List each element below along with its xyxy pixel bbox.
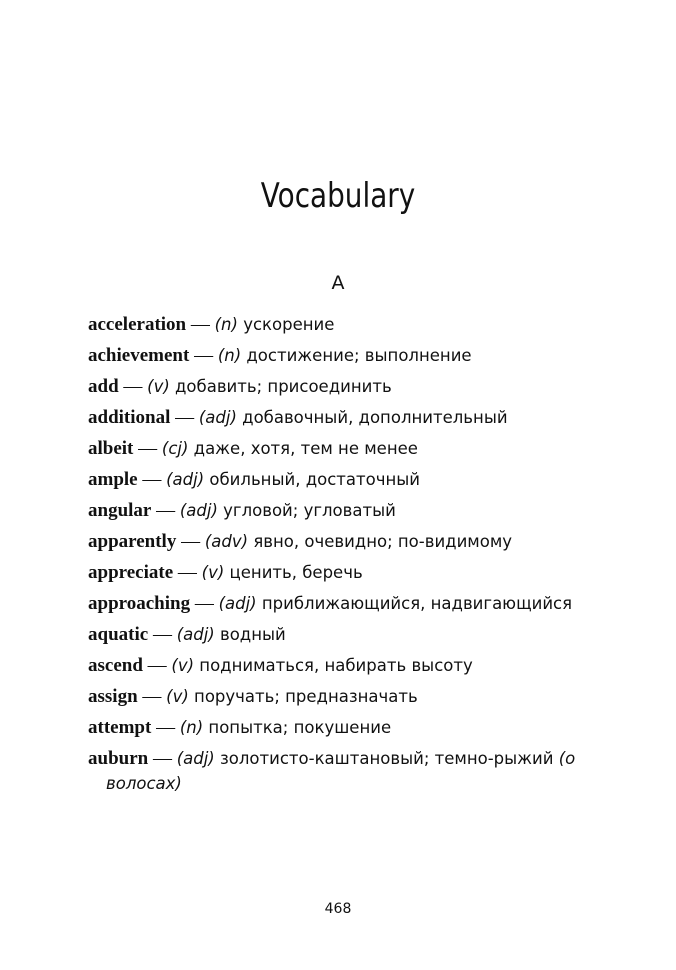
- translation: обильный, достаточный: [204, 470, 420, 489]
- part-of-speech: (v): [171, 656, 195, 675]
- headword: additional: [88, 407, 171, 428]
- dash: —: [137, 686, 167, 707]
- list-item: [88, 715, 648, 740]
- part-of-speech: (n): [214, 315, 238, 334]
- translation: достижение; выполнение: [241, 346, 472, 365]
- list-item: [88, 591, 648, 616]
- dash: —: [118, 376, 148, 397]
- headword: ample: [88, 469, 138, 490]
- headword: ascend: [88, 655, 143, 676]
- dash: —: [151, 500, 180, 521]
- dash: —: [137, 469, 167, 490]
- part-of-speech: (adj): [218, 594, 257, 613]
- translation: явно, очевидно; по-видимому: [248, 532, 513, 551]
- part-of-speech: (v): [201, 563, 225, 582]
- list-item: [88, 343, 648, 368]
- headword: add: [88, 376, 119, 397]
- part-of-speech: (adj): [176, 749, 215, 768]
- headword: appreciate: [88, 562, 174, 583]
- list-item: [88, 560, 648, 585]
- list-item: [88, 684, 648, 709]
- part-of-speech: (n): [179, 718, 204, 737]
- dash: —: [151, 717, 180, 738]
- dash: —: [173, 562, 202, 583]
- translation: золотисто-каштановый; темно-рыжий: [214, 749, 559, 768]
- list-item: [88, 498, 648, 523]
- part-of-speech: (v): [147, 377, 170, 396]
- section-letter: A: [331, 272, 345, 294]
- translation: ценить, беречь: [224, 563, 363, 582]
- translation: угловой; угловатый: [217, 501, 396, 520]
- list-item: [88, 746, 648, 796]
- headword: achievement: [88, 345, 190, 366]
- dash: —: [148, 748, 177, 769]
- part-of-speech: (cj): [161, 439, 189, 458]
- headword: albeit: [88, 438, 134, 459]
- list-item: [88, 436, 648, 461]
- list-item: [88, 312, 648, 337]
- translation: водный: [214, 625, 286, 644]
- headword: apparently: [88, 531, 177, 552]
- dash: —: [186, 314, 215, 335]
- translation: даже, хотя, тем не менее: [188, 439, 418, 458]
- dash: —: [190, 593, 219, 614]
- list-item: [88, 529, 648, 554]
- translation: ускорение: [237, 315, 335, 334]
- headword: acceleration: [88, 314, 187, 335]
- headword: auburn: [88, 748, 149, 769]
- vocabulary-list: [88, 312, 648, 802]
- part-of-speech: (adj): [179, 501, 218, 520]
- headword: assign: [88, 686, 138, 707]
- part-of-speech: (adv): [204, 532, 249, 551]
- page-number: 468: [324, 901, 352, 917]
- headword: approaching: [88, 593, 191, 614]
- part-of-speech: (v): [166, 687, 189, 706]
- page-title: Vocabulary: [260, 176, 416, 216]
- translation: добавочный, дополнительный: [236, 408, 508, 427]
- list-item: [88, 622, 648, 647]
- part-of-speech: (adj): [166, 470, 205, 489]
- list-item: [88, 405, 648, 430]
- dash: —: [148, 624, 177, 645]
- list-item: [88, 467, 648, 492]
- translation: подниматься, набирать высоту: [194, 656, 473, 675]
- translation: поручать; предназначать: [188, 687, 418, 706]
- dash: —: [142, 655, 172, 676]
- usage-note: (о волосах): [106, 749, 576, 793]
- headword: aquatic: [88, 624, 149, 645]
- part-of-speech: (adj): [198, 408, 237, 427]
- translation: приближающийся, надвигающийся: [256, 594, 573, 613]
- headword: attempt: [88, 717, 152, 738]
- dash: —: [189, 345, 218, 366]
- headword: angular: [88, 500, 152, 521]
- dash: —: [176, 531, 205, 552]
- translation: попытка; покушение: [203, 718, 392, 737]
- dash: —: [170, 407, 199, 428]
- part-of-speech: (adj): [176, 625, 215, 644]
- part-of-speech: (n): [217, 346, 242, 365]
- list-item: [88, 374, 648, 399]
- translation: добавить; присоединить: [169, 377, 392, 396]
- dash: —: [133, 438, 162, 459]
- list-item: [88, 653, 648, 678]
